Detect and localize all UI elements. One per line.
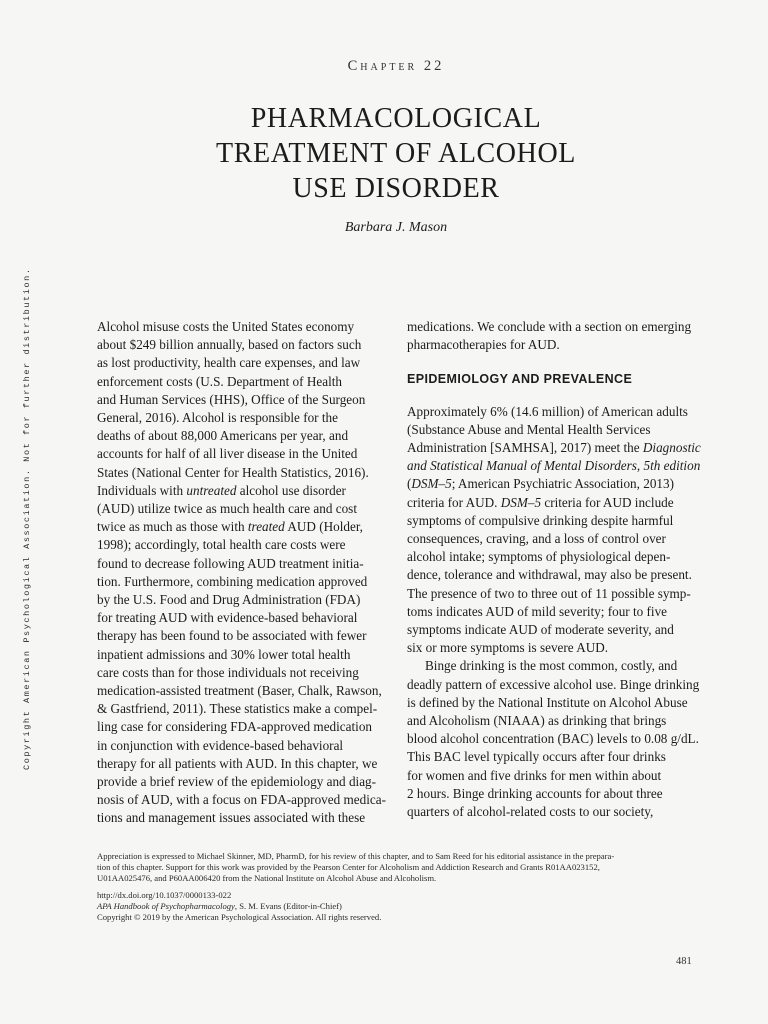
author-name: Barbara J. Mason	[344, 220, 448, 235]
text-line: This BAC level typically occurs after four drinks	[407, 749, 666, 765]
text-line: and Statistical Manual of Mental Disorders, 5th edition	[407, 458, 701, 474]
text-line: for women and five drinks for men within about	[407, 767, 662, 783]
text-line: symptoms of compulsive drinking despite harmful	[407, 512, 674, 528]
paragraph-binge-drinking	[407, 657, 719, 821]
text-line: and Human Services (HHS), Office of the Surgeon	[97, 391, 366, 407]
doi-link[interactable]: http://dx.doi.org/10.1037/0000133-022	[97, 889, 232, 900]
text-line: about $249 billion annually, based on factors such	[97, 337, 362, 353]
handbook-citation: APA Handbook of Psychopharmacology, S. M. Evans (Editor-in-Chief)	[97, 900, 342, 911]
text-line: for treating AUD with evidence-based behavioral	[97, 610, 358, 626]
text-line: deadly pattern of excessive alcohol use. Binge drinking	[407, 676, 700, 692]
paragraph-epidemiology	[407, 403, 719, 658]
copyright-line: Copyright © 2019 by the American Psychological Association. All rights reserved.	[97, 912, 382, 923]
section-heading: EPIDEMIOLOGY AND PREVALENCE	[407, 372, 633, 387]
text-line: found to decrease following AUD treatment initia-	[97, 555, 364, 571]
text-line: inpatient admissions and 30% lower total health	[97, 646, 351, 662]
title-line: PHARMACOLOGICAL	[250, 103, 542, 134]
right-column	[407, 318, 719, 821]
text-line: consequences, craving, and a loss of control over	[407, 531, 666, 547]
acknowledgment-note	[97, 851, 707, 885]
text-line: symptoms indicate AUD of moderate severity, and	[407, 622, 674, 638]
text-line: 1998); accordingly, total health care costs were	[97, 537, 346, 553]
page-number: 481	[676, 956, 692, 967]
text-line: is defined by the National Institute on Alcohol Abuse	[407, 694, 688, 710]
text-line: tion. Furthermore, combining medication approved	[97, 573, 368, 589]
text-line: & Gastfriend, 2011). These statistics make a compel-	[97, 701, 378, 717]
text-line: care costs than for those individuals not receiving	[97, 664, 359, 680]
text-line: criteria for AUD. DSM–5 criteria for AUD include	[407, 494, 674, 510]
text-line: toms indicates AUD of mild severity; four to five	[407, 603, 668, 619]
text-line: 2 hours. Binge drinking accounts for about three	[407, 785, 663, 801]
text-line: Individuals with untreated alcohol use disorder	[97, 482, 346, 498]
text-line: provide a brief review of the epidemiology and diag-	[97, 774, 377, 790]
text-line: accounts for half of all liver disease in the United	[97, 446, 358, 462]
text-line: The presence of two to three out of 11 possible symp-	[407, 585, 691, 601]
text-line: Alcohol misuse costs the United States economy	[97, 319, 355, 334]
text-line: pharmacotherapies for AUD.	[407, 337, 560, 353]
footnote-line: U01AA025476, and P60AA006420 from the National Institute on Alcohol Abuse and Alcoholism.	[97, 873, 437, 884]
text-line: medication-assisted treatment (Baser, Chalk, Rawson,	[97, 683, 382, 699]
footnote-line: tion of this chapter. Support for this work was provided by the Pearson Center for Alcoholism and Addiction Research and Grants R01AA023152,	[97, 862, 600, 873]
text-line: quarters of alcohol-related costs to our society,	[407, 804, 654, 820]
text-line: Approximately 6% (14.6 million) of American adults	[407, 403, 688, 419]
text-line: (DSM–5; American Psychiatric Association, 2013)	[407, 476, 675, 492]
chapter-title	[0, 101, 768, 206]
text-line: States (National Center for Health Statistics, 2016).	[97, 464, 369, 480]
copyright-margin-notice: Copyright American Psychological Association. Not for further distribution.	[22, 267, 32, 770]
text-line: medications. We conclude with a section on emerging	[407, 319, 692, 334]
title-line: USE DISORDER	[292, 173, 500, 204]
text-line: blood alcohol concentration (BAC) levels to 0.08 g/dL.	[407, 731, 699, 747]
footnote-line: Appreciation is expressed to Michael Skinner, MD, PharmD, for his review of this chapter, and to Sam Reed for his editorial assistance in the prepara-	[97, 851, 615, 861]
text-line: twice as much as those with treated AUD (Holder,	[97, 519, 363, 535]
text-line: tions and management issues associated with these	[97, 810, 366, 826]
text-line: (AUD) utilize twice as much health care and cost	[97, 501, 357, 517]
text-line: by the U.S. Food and Drug Administration (FDA)	[97, 592, 361, 608]
text-line: as lost productivity, health care expenses, and law	[97, 355, 361, 371]
text-line: ling case for considering FDA-approved medication	[97, 719, 373, 735]
text-line: six or more symptoms is severe AUD.	[407, 640, 609, 656]
chapter-label: Chapter 22	[347, 58, 445, 74]
text-line: Administration [SAMHSA], 2017) meet the Diagnostic	[407, 440, 701, 456]
text-line: nosis of AUD, with a focus on FDA-approved medica-	[97, 792, 386, 808]
text-line: deaths of about 88,000 Americans per year, and	[97, 428, 349, 444]
left-column	[97, 318, 397, 828]
text-line: Binge drinking is the most common, costly, and	[425, 658, 678, 674]
text-line: and Alcoholism (NIAAA) as drinking that brings	[407, 713, 667, 729]
footnotes	[97, 851, 707, 923]
text-line: General, 2016). Alcohol is responsible for the	[97, 410, 338, 426]
text-line: in conjunction with evidence-based behavioral	[97, 737, 344, 753]
intro-continuation	[407, 318, 719, 354]
title-line: TREATMENT OF ALCOHOL	[216, 138, 576, 169]
text-line: therapy for all patients with AUD. In this chapter, we	[97, 755, 378, 771]
text-line: (Substance Abuse and Mental Health Services	[407, 421, 651, 437]
text-line: alcohol intake; symptoms of physiological depen-	[407, 549, 671, 565]
text-line: therapy has been found to be associated with fewer	[97, 628, 367, 644]
text-line: dence, tolerance and withdrawal, may also be present.	[407, 567, 692, 583]
text-line: enforcement costs (U.S. Department of Health	[97, 373, 342, 389]
